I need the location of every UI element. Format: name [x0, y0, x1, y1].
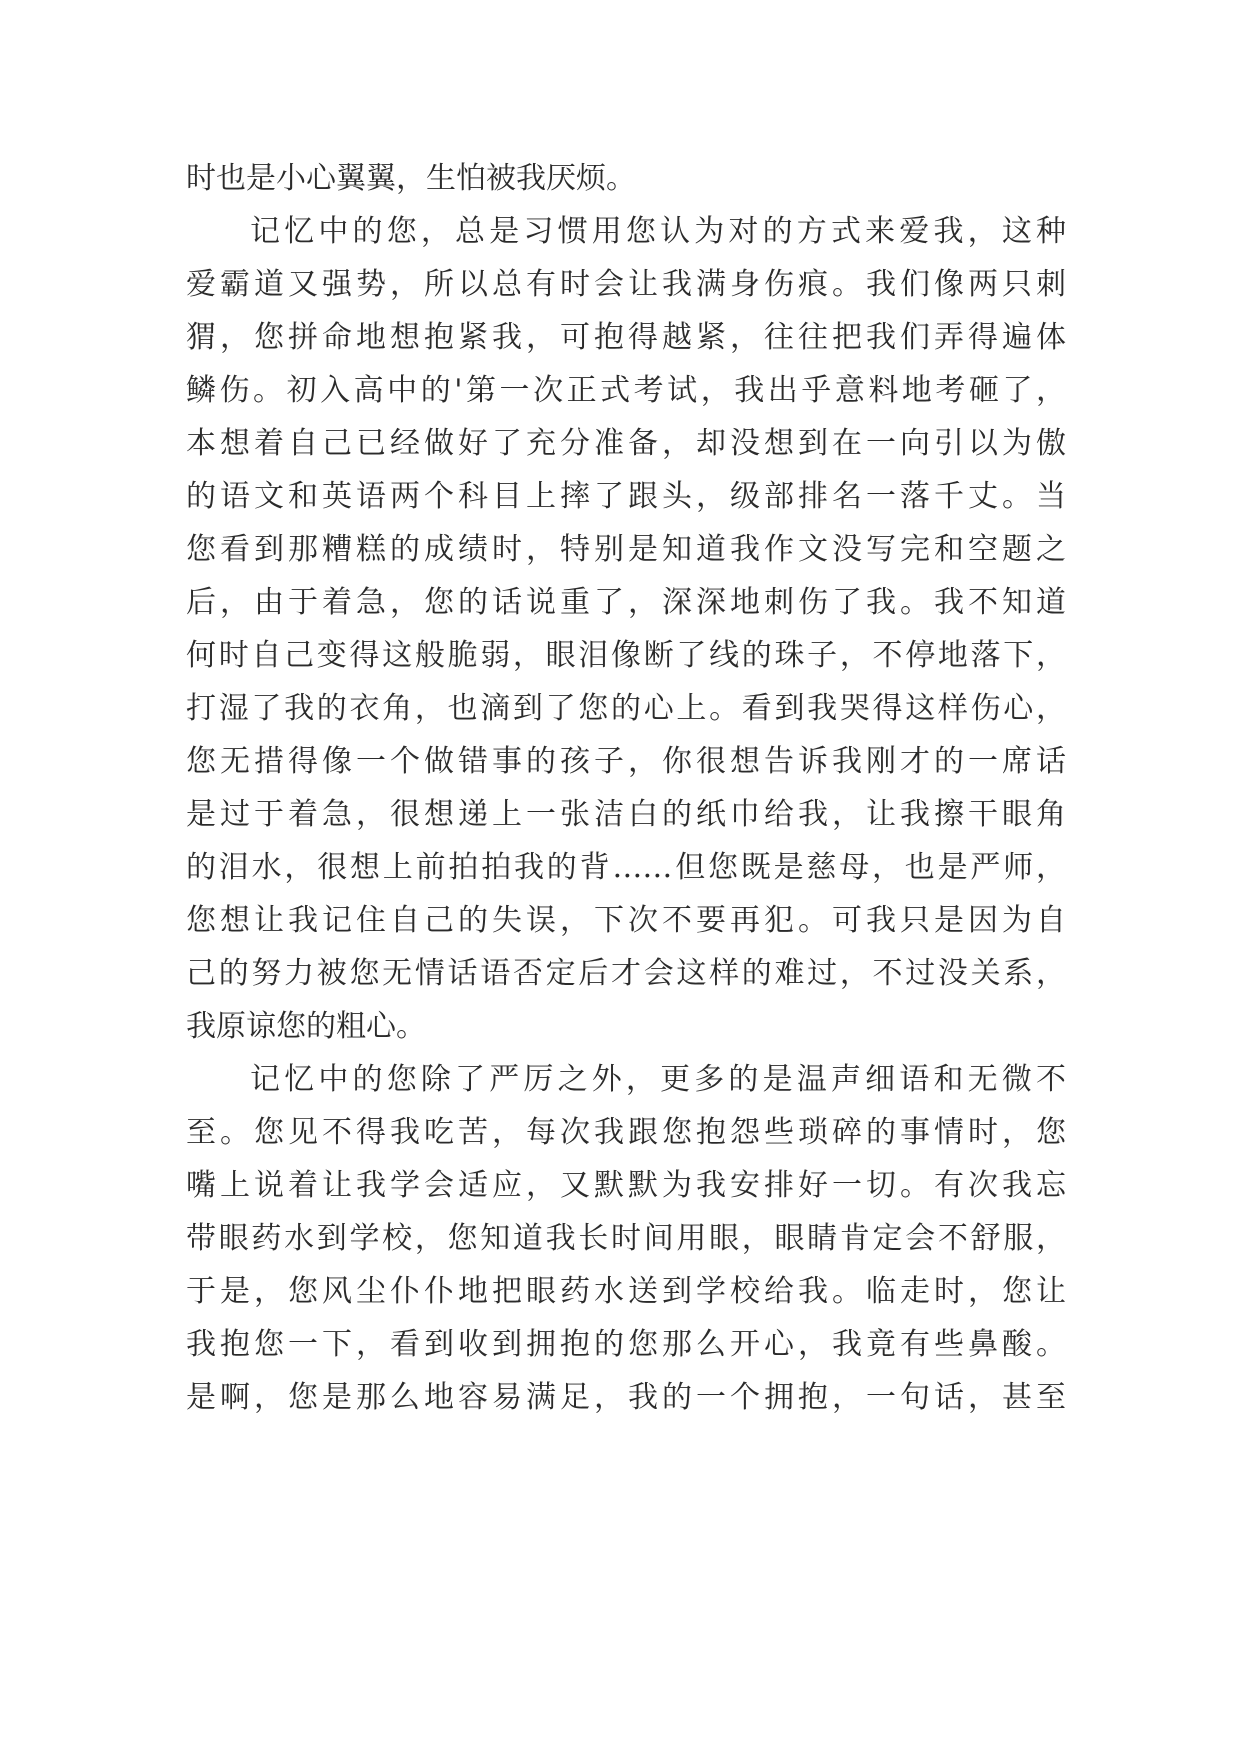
text-line: 鳞伤。初入高中的'第一次正式考试，我出乎意料地考砸了， [186, 373, 1066, 408]
text-line: 是啊，您是那么地容易满足，我的一个拥抱，一句话，甚至 [186, 1380, 1066, 1415]
body-text [186, 152, 1066, 1424]
text-line: 后，由于着急，您的话说重了，深深地刺伤了我。我不知道 [186, 585, 1066, 620]
text-line: 我抱您一下，看到收到拥抱的您那么开心，我竟有些鼻酸。 [186, 1327, 1066, 1362]
text-line: 的语文和英语两个科目上摔了跟头，级部排名一落千丈。当 [186, 479, 1066, 514]
paragraph-first-line: 记忆中的您除了严厉之外，更多的是温声细语和无微不 [250, 1062, 1066, 1097]
paragraph-first-line: 记忆中的您，总是习惯用您认为对的方式来爱我，这种 [250, 214, 1066, 249]
text-line: 何时自己变得这般脆弱，眼泪像断了线的珠子，不停地落下， [186, 638, 1066, 673]
text-line: 是过于着急，很想递上一张洁白的纸巾给我，让我擦干眼角 [186, 797, 1066, 832]
text-line: 本想着自己已经做好了充分准备，却没想到在一向引以为傲 [186, 426, 1066, 461]
text-line: 于是，您风尘仆仆地把眼药水送到学校给我。临走时，您让 [186, 1274, 1066, 1309]
text-line: 猬，您拼命地想抱紧我，可抱得越紧，往往把我们弄得遍体 [186, 320, 1066, 355]
text-line: 您无措得像一个做错事的孩子，你很想告诉我刚才的一席话 [186, 744, 1066, 779]
paragraph-last-line: 我原谅您的粗心。 [186, 1009, 426, 1044]
text-line: 带眼药水到学校，您知道我长时间用眼，眼睛肯定会不舒服， [186, 1221, 1066, 1256]
text-line: 打湿了我的衣角，也滴到了您的心上。看到我哭得这样伤心， [186, 691, 1066, 726]
text-line: 己的努力被您无情话语否定后才会这样的难过，不过没关系， [186, 956, 1066, 991]
text-line: 嘴上说着让我学会适应，又默默为我安排好一切。有次我忘 [186, 1168, 1066, 1203]
text-line: 的泪水，很想上前拍拍我的背……但您既是慈母，也是严师， [186, 850, 1066, 885]
text-line: 您想让我记住自己的失误，下次不要再犯。可我只是因为自 [186, 903, 1066, 938]
text-line: 时也是小心翼翼，生怕被我厌烦。 [186, 161, 636, 196]
text-line: 您看到那糟糕的成绩时，特别是知道我作文没写完和空题之 [186, 532, 1066, 567]
text-line: 爱霸道又强势，所以总有时会让我满身伤痕。我们像两只刺 [186, 267, 1066, 302]
text-line: 至。您见不得我吃苦，每次我跟您抱怨些琐碎的事情时，您 [186, 1115, 1066, 1150]
